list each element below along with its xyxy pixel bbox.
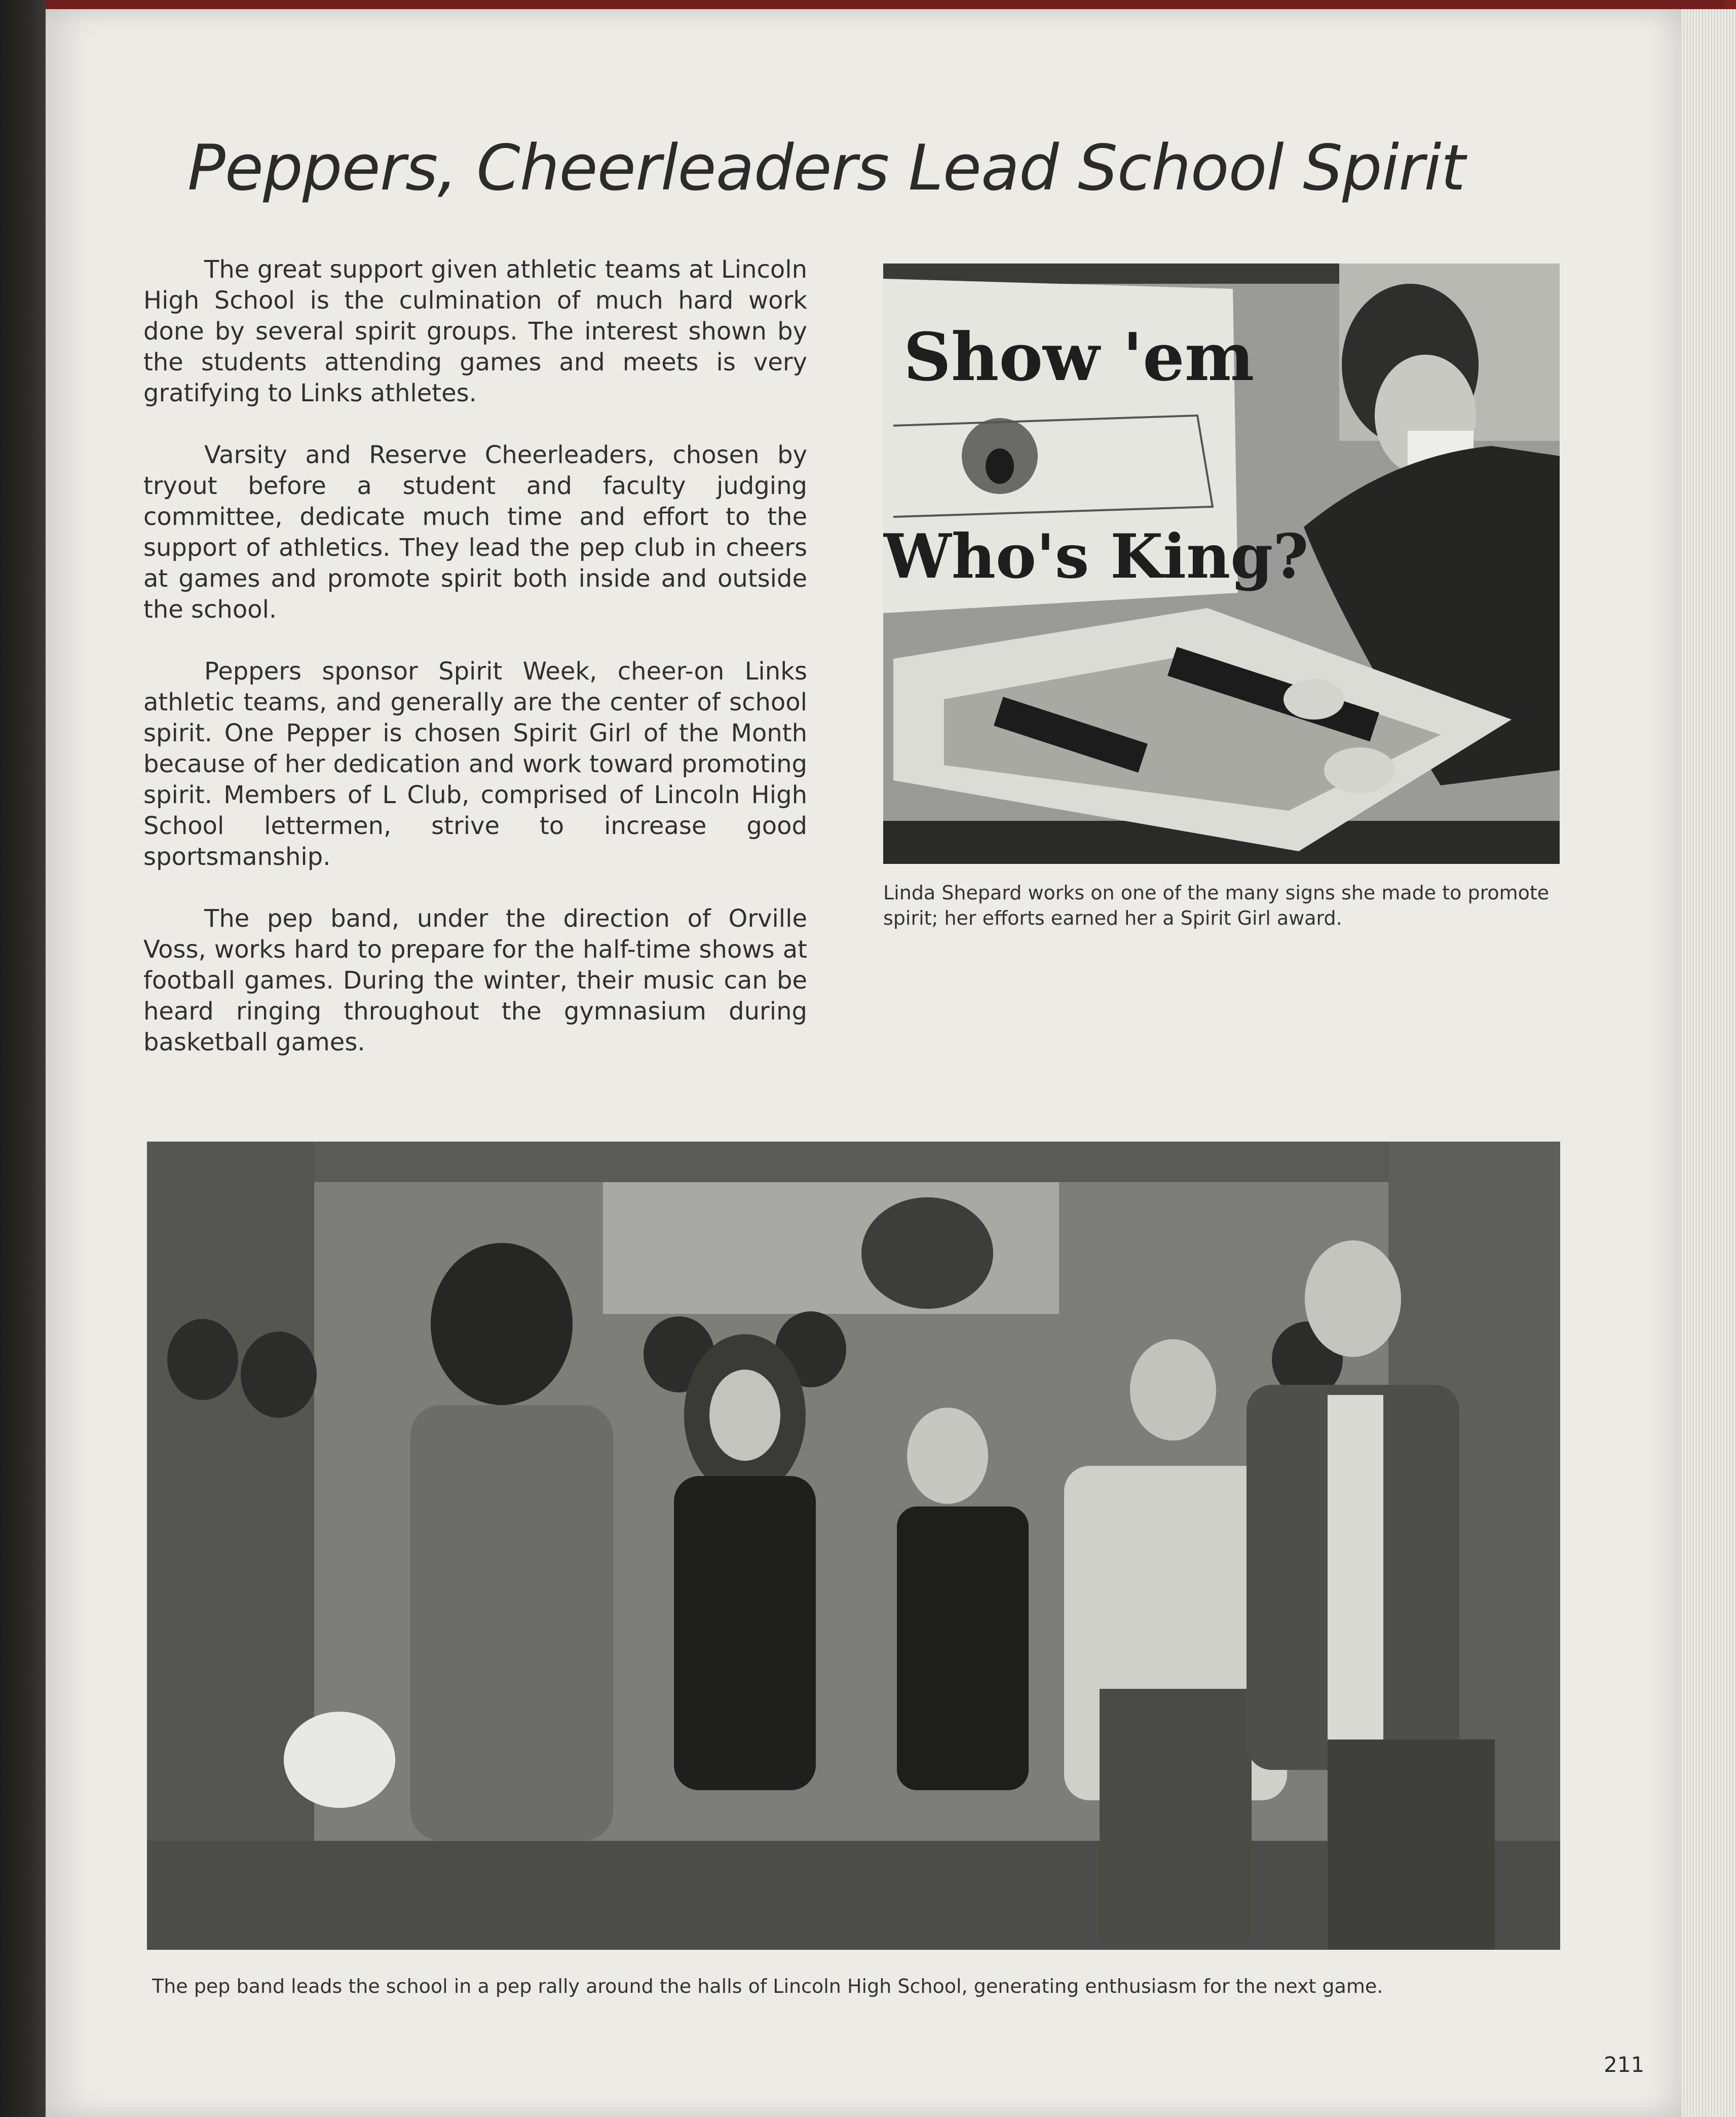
paragraph: The pep band, under the direction of Orville Voss, works hard to prepare for the half-time shows at football games. During the winter, their music can be heard ringing throughout the gymnasium during basketball games. [143, 904, 807, 1056]
paragraph: Varsity and Reserve Cheerleaders, chosen by tryout before a student and faculty judging committee, dedicate much time and effort to the support of athletics. They lead the pep club in cheers at games and promote spirit both inside and outside the school. [143, 441, 807, 624]
paragraph: Peppers sponsor Spirit Week, cheer-on Links athletic teams, and generally are the center of school spirit. One Pepper is chosen Spirit Girl of the Month because of her dedication and work toward promoting spirit. Members of L Club, comprised of Lincoln High School lettermen, strive to increase good sportsmanship. [143, 657, 807, 871]
page-number: 211 [1604, 2052, 1645, 2077]
pep-band-photo [147, 1142, 1560, 1950]
pep-band-photo-image [147, 1142, 1560, 1950]
pep-band-photo-caption: The pep band leads the school in a pep rally around the halls of Lincoln High School, generating enthusiasm for the next game. [152, 1975, 1383, 1997]
paragraph: The great support given athletic teams at Lincoln High School is the culmination of much hard work done by several spirit groups. The interest shown by the students attending games and meets is very gratifying to Links athletes. [143, 255, 807, 407]
sign-text-show: Show 'em [903, 318, 1255, 396]
page-title: Peppers, Cheerleaders Lead School Spirit [187, 132, 1465, 205]
sign-making-photo [883, 263, 1560, 864]
sign-photo-caption: Linda Shepard works on one of the many signs she made to promote spirit; her efforts earned her a Spirit Girl award. [883, 882, 1550, 929]
sign-making-photo-image [883, 263, 1560, 864]
sign-text-king: Who's King? [883, 521, 1309, 592]
page-stack-edge [1681, 9, 1736, 2117]
article-body [143, 254, 807, 1089]
book-binding [0, 0, 46, 2117]
